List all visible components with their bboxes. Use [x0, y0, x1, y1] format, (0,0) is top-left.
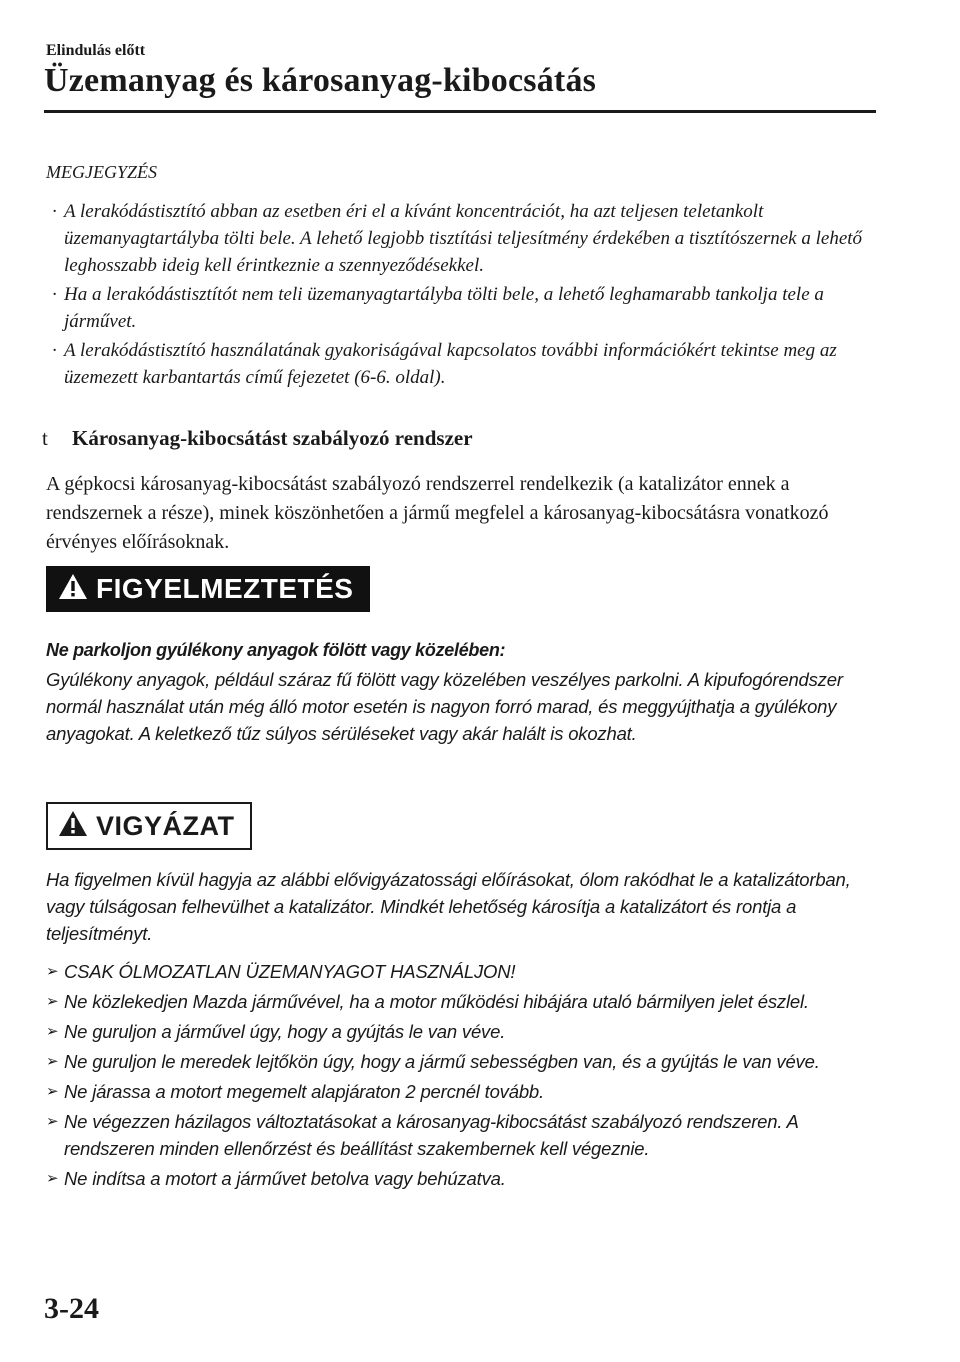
- note-title: MEGJEGYZÉS: [46, 162, 157, 182]
- arrow-right-icon: ➢: [46, 1023, 59, 1040]
- caution-item: ➢ Ne guruljon a járművel úgy, hogy a gyújtás le van véve.: [46, 1018, 876, 1045]
- caution-item: ➢ Ne végezzen házilagos változtatásokat a károsanyag-kibocsátást szabályozó rendszeren. A rendszeren minden ellenőrzést és beállítást szakembernek kell végeznie.: [46, 1108, 876, 1162]
- warning-triangle-icon: [58, 573, 88, 605]
- page-title: Üzemanyag és károsanyag-kibocsátás: [44, 62, 597, 99]
- warning-label: FIGYELMEZTETÉS: [96, 573, 354, 604]
- caution-label: VIGYÁZAT: [96, 810, 235, 841]
- bullet-icon: ·: [52, 340, 57, 361]
- caution-intro: Ha figyelmen kívül hagyja az alábbi elővigyázatossági előírásokat, ólom rakódhat le a katalizátorban, vagy túlságosan felhevülhet a katalizátor. Mindkét lehetőség károsítja a katalizátort és rontja a teljesítményt.: [46, 869, 851, 944]
- section-marker: t: [42, 426, 48, 450]
- arrow-right-icon: ➢: [46, 1170, 59, 1187]
- caution-item: ➢ Ne guruljon le meredek lejtőkön úgy, hogy a jármű sebességben van, és a gyújtás le van véve.: [46, 1048, 876, 1075]
- bullet-icon: ·: [52, 284, 57, 305]
- caution-item: ➢ Ne közlekedjen Mazda járművével, ha a motor működési hibájára utaló bármilyen jelet észlel.: [46, 988, 876, 1015]
- section-heading-text: Károsanyag-kibocsátást szabályozó rendszer: [72, 426, 473, 450]
- note-item: · A lerakódástisztító abban az esetben éri el a kívánt koncentrációt, ha azt teljesen teletankolt üzemanyagtartályba tölti bele. A lehető legjobb tisztítási teljesítmény érdekében a tisztítószernek a lehető leghosszabb ideig kell érintkeznie a szennyeződésekkel.: [46, 198, 866, 279]
- caution-item: ➢ CSAK ÓLMOZATLAN ÜZEMANYAGOT HASZNÁLJON!: [46, 958, 876, 985]
- caution-triangle-icon: [58, 810, 88, 842]
- caution-list: [46, 958, 876, 1195]
- header-rule: [44, 110, 876, 113]
- arrow-right-icon: ➢: [46, 1053, 59, 1070]
- arrow-right-icon: ➢: [46, 1083, 59, 1100]
- section-label: Elindulás előtt: [46, 42, 146, 59]
- section-body: A gépkocsi károsanyag-kibocsátást szabályozó rendszerrel rendelkezik (a katalizátor ennek a rendszernek a része), minek köszönhetően a jármű megfelel a károsanyag-kibocsátásra vonatkozó érvényes előírásoknak.: [46, 473, 829, 553]
- warning-body: Gyúlékony anyagok, például száraz fű fölött vagy közelében veszélyes parkolni. A kipufogórendszer normál használat után még álló motor esetén is nagyon forró marad, és meggyújthatja a gyúlékony anyagokat. A keletkező tűz súlyos sérüléseket vagy akár halált is okozhat.: [46, 669, 843, 744]
- bullet-icon: ·: [52, 201, 57, 222]
- page-number: 3-24: [44, 1292, 99, 1325]
- warning-banner: [46, 566, 370, 612]
- note-item: · A lerakódástisztító használatának gyakoriságával kapcsolatos további információkért tekintse meg az üzemezett karbantartás című fejezetet (6-6. oldal).: [46, 337, 866, 391]
- caution-item: ➢ Ne indítsa a motort a járművet betolva vagy behúzatva.: [46, 1165, 876, 1192]
- arrow-right-icon: ➢: [46, 993, 59, 1010]
- note-list: [46, 198, 866, 393]
- arrow-right-icon: ➢: [46, 963, 59, 980]
- section-heading: [42, 426, 473, 451]
- caution-banner: [46, 802, 252, 850]
- arrow-right-icon: ➢: [46, 1113, 59, 1130]
- caution-item: ➢ Ne járassa a motort megemelt alapjáraton 2 percnél tovább.: [46, 1078, 876, 1105]
- warning-heading: Ne parkoljon gyúlékony anyagok fölött vagy közelében:: [46, 640, 506, 660]
- note-item: · Ha a lerakódástisztítót nem teli üzemanyagtartályba tölti bele, a lehető leghamarabb tankolja tele a járművet.: [46, 281, 866, 335]
